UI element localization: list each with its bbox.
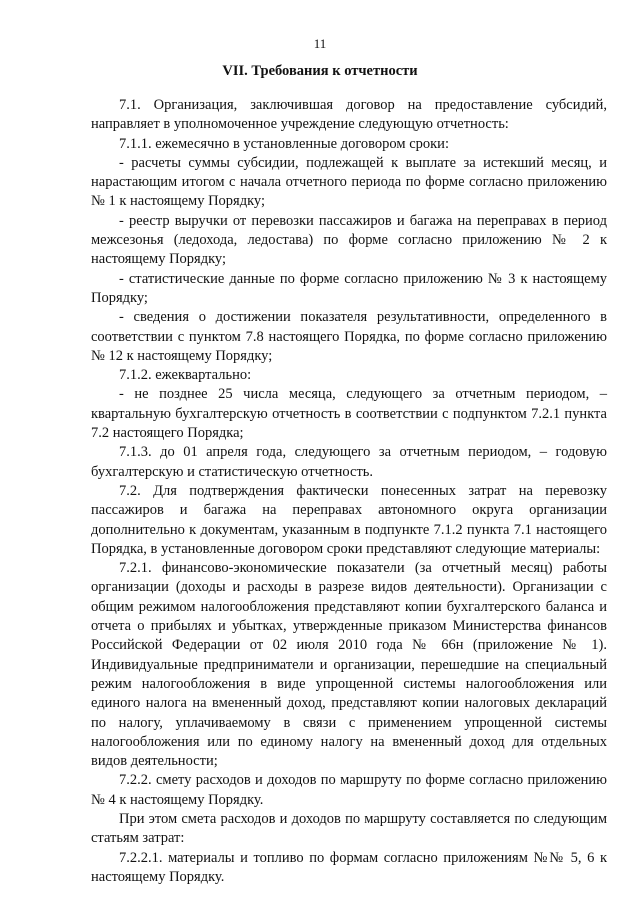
section-title: VII. Требования к отчетности	[222, 63, 418, 79]
paragraph: - сведения о достижении показателя результативности, определенного в соответствии с пунктом 7.8 настоящего Порядка, по форме согласно приложению № 12 к настоящему Порядку;	[91, 309, 607, 364]
paragraph: 7.1.3. до 01 апреля года, следующего за отчетным периодом, – годовую бухгалтерскую и статистическую отчетность.	[91, 444, 607, 480]
paragraph: - расчеты суммы субсидии, подлежащей к выплате за истекший месяц, и нарастающим итогом с начала отчетного периода по форме согласно приложению № 1 к настоящему Порядку;	[91, 154, 607, 210]
page-number: 11	[313, 36, 327, 51]
paragraph: 7.1.2. ежеквартально:	[119, 367, 252, 384]
paragraph: 7.2.2.1. материалы и топливо по формам согласно приложениям №№ 5, 6 к настоящему Порядку.	[91, 849, 607, 885]
body-text	[91, 96, 607, 887]
paragraph: 7.1. Организация, заключившая договор на предоставление субсидий, направляет в уполномоченное учреждение следующую отчетность:	[91, 97, 607, 133]
paragraph: При этом смета расходов и доходов по маршруту составляется по следующим статьям затрат:	[91, 810, 607, 847]
paragraph: 7.2. Для подтверждения фактически понесенных затрат на перевозку пассажиров и багажа на переправах автономного округа организации дополнительно к документам, указанным в подпункте 7.1.2 пункта 7.1 настоящего Порядка, в установленные договором сроки представляют следующие материалы:	[91, 482, 607, 557]
paragraph: 7.1.1. ежемесячно в установленные договором сроки:	[119, 135, 449, 152]
paragraph: - не позднее 25 числа месяца, следующего за отчетным периодом, – квартальную бухгалтерскую отчетность в соответствии с подпунктом 7.2.1 пункта 7.2 настоящего Порядка;	[91, 386, 607, 442]
paragraph: - реестр выручки от перевозки пассажиров и багажа на переправах в период межсезонья (ледохода, ледостава) по форме согласно приложению № 2 к настоящему Порядку;	[91, 212, 607, 268]
paragraph: - статистические данные по форме согласно приложению № 3 к настоящему Порядку;	[91, 270, 607, 306]
paragraph: 7.2.2. смету расходов и доходов по маршруту по форме согласно приложению № 4 к настоящему Порядку.	[91, 772, 607, 808]
paragraph: 7.2.1. финансово-экономические показатели (за отчетный месяц) работы организации (доходы и расходы в разрезе видов деятельности). Организации с общим режимом налогообложения представляют копии бухгалтерского баланса и отчета о прибылях и убытках, утвержденные приказом Министерства финансов Российской Федерации от 02 июля 2010 года № 66н (приложение № 1). Индивидуальные предприниматели и организации, перешедшие на специальный режим налогообложения в виде упрощенной системы налогообложения или единого налога на вмененный доход, представляют копии налоговых деклараций по налогу, уплачиваемому в связи с применением упрощенной системы налогообложения или по единому налогу на вмененный доход для отдельных видов деятельности;	[91, 560, 607, 770]
